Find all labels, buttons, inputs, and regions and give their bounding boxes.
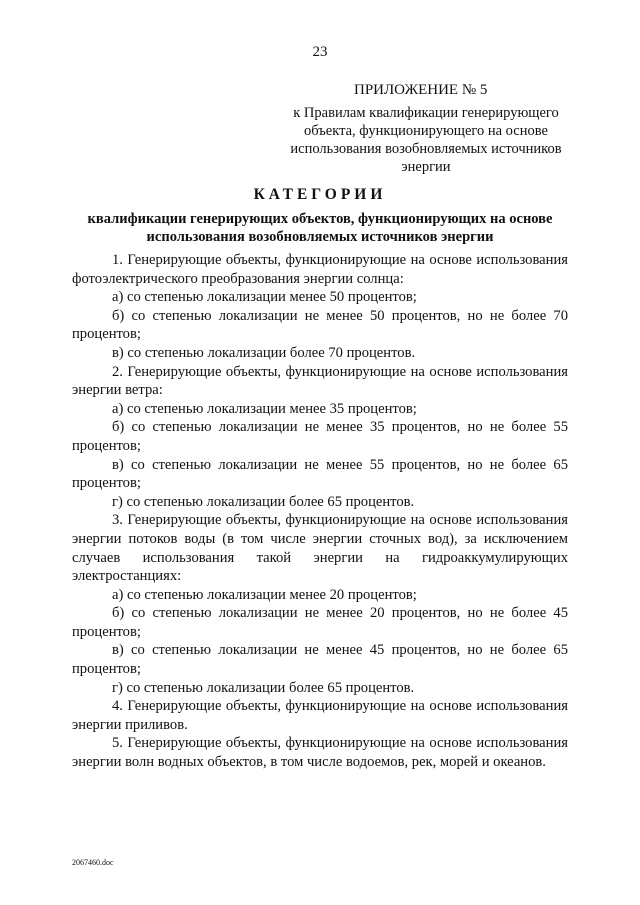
paragraph-1b: б) со степенью локализации не менее 50 процентов, но не более 70 процентов; xyxy=(72,307,568,343)
paragraph-4: 4. Генерирующие объекты, функционирующие на основе использования энергии приливов. xyxy=(72,698,568,733)
document-heading: КАТЕГОРИИ xyxy=(253,186,387,203)
paragraph-3: 3. Генерирующие объекты, функционирующие на основе использования энергии потоков воды (в том числе энергии сточных вод), за исключением случаев использования такой энергии на гидроаккумулирующих электростанциях: xyxy=(72,512,568,585)
paragraph-3c: в) со степенью локализации не менее 45 процентов, но не более 65 процентов; xyxy=(72,642,568,678)
paragraph-3d: г) со степенью локализации более 65 процентов. xyxy=(112,679,415,696)
paragraph-3b: б) со степенью локализации не менее 20 процентов, но не более 45 процентов; xyxy=(72,605,568,640)
footer-filename: 2067460.doc xyxy=(72,858,114,867)
paragraph-2c: в) со степенью локализации не менее 55 процентов, но не более 65 процентов; xyxy=(72,456,568,492)
paragraph-5: 5. Генерирующие объекты, функционирующие на основе использования энергии волн водных объектов, в том числе водоемов, рек, морей и океанов. xyxy=(72,735,568,771)
paragraph-1: 1. Генерирующие объекты, функционирующие на основе использования фотоэлектрического преобразования энергии солнца: xyxy=(72,252,568,287)
appendix-subtitle: к Правилам квалификации генерирующего объекта, функционирующего на основе использования возобновляемых источников энергии xyxy=(290,105,562,175)
paragraph-1a: а) со степенью локализации менее 50 процентов; xyxy=(112,289,417,306)
paragraph-2b: б) со степенью локализации не менее 35 процентов, но не более 55 процентов; xyxy=(72,419,568,454)
paragraph-1c: в) со степенью локализации более 70 процентов. xyxy=(112,344,416,361)
paragraph-3a: а) со степенью локализации менее 20 процентов; xyxy=(112,586,417,603)
page-number: 23 xyxy=(312,44,328,60)
document-body xyxy=(72,251,568,772)
document-subheading: квалификации генерирующих объектов, функционирующих на основе использования возобновляемых источников энергии xyxy=(87,211,553,245)
appendix-title: ПРИЛОЖЕНИЕ № 5 xyxy=(354,82,488,98)
paragraph-2d: г) со степенью локализации более 65 процентов. xyxy=(112,493,415,510)
paragraph-2: 2. Генерирующие объекты, функционирующие на основе использования энергии ветра: xyxy=(72,363,568,399)
paragraph-2a: а) со степенью локализации менее 35 процентов; xyxy=(112,400,417,417)
